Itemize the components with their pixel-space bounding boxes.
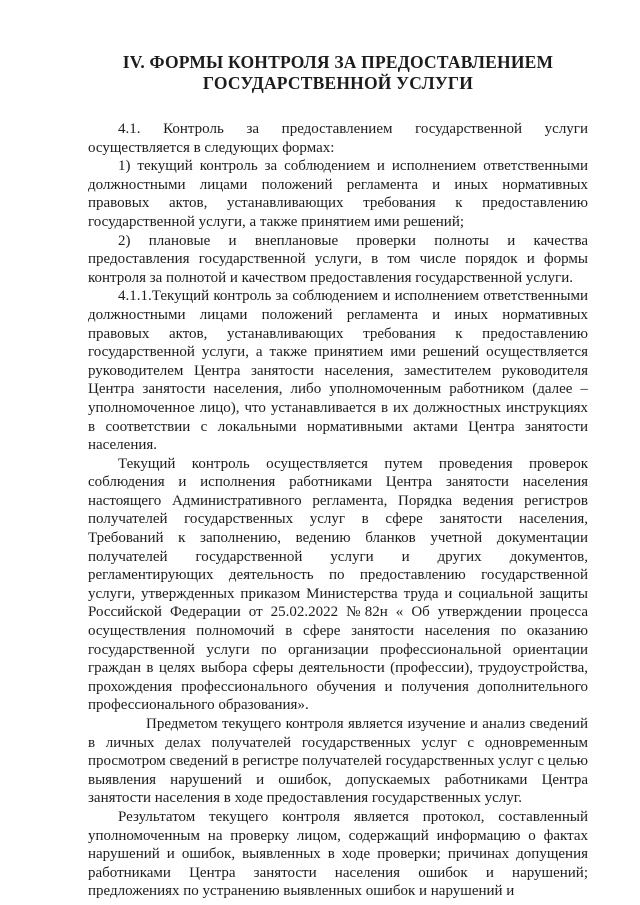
paragraph-4-1-1: 4.1.1.Текущий контроль за соблюдением и исполнением ответственными должностными лицами положений регламента и иных нормативных правовых актов, устанавливающих требования к предоставлению государственной услуги, а также принятием ими решений осуществляется руководителем Центра занятости населения, заместителем руководителя Центра занятости населения, либо уполномоченным работником (далее – уполномоченное лицо), что устанавливается в их должностных инструкциях в соответствии с локальными нормативными актами Центра занятости населения. [88,288,588,454]
paragraph-item-1: 1) текущий контроль за соблюдением и исполнением ответственными должностными лицами положений регламента и иных нормативных правовых актов, устанавливающих требования к предоставлению государственной услуги, а также принятием ими решений; [88,158,588,230]
document-body [88,120,588,901]
section-title [88,52,588,94]
paragraph-control-result: Результатом текущего контроля является протокол, составленный уполномоченным на проверку лицом, содержащий информацию о фактах нарушений и ошибок, выявленных в ходе проверки; причинах допущения работниками Центра занятости населения ошибок и нарушений; предложениях по устранению выявленных ошибок и нарушений и [88,808,588,900]
title-line-2: ГОСУДАРСТВЕННОЙ УСЛУГИ [202,73,474,93]
paragraph-current-control: Текущий контроль осуществляется путем проведения проверок соблюдения и исполнения работниками Центра занятости населения настоящего Административного регламента, Порядка ведения регистров получателей государственных услуг в сфере занятости населения, Требований к заполнению, ведению бланков учетной документации получателей государственной услуги и других документов, регламентирующих деятельность по предоставлению государственной услуги, утвержденных приказом Министерства труда и социальной защиты Российской Федерации от 25.02.2022 №82н « Об утверждении процесса осуществления полномочий в сфере занятости населения по оказанию государственной услуги по организации профессиональной ориентации граждан в целях выбора сферы деятельности (профессии), трудоустройства, прохождения профессионального обучения и получения дополнительного профессионального образования». [88,455,588,714]
paragraph-4-1: 4.1. Контроль за предоставлением государственной услуги осуществляется в следующих формах: [88,121,588,156]
paragraph-item-2: 2) плановые и внеплановые проверки полноты и качества предоставления государственной услуги, в том числе порядок и формы контроля за полнотой и качеством предоставления государственной услуги. [88,232,588,286]
paragraph-control-subject: Предметом текущего контроля является изучение и анализ сведений в личных делах получателей государственных услуг с одновременным просмотром сведений в регистре получателей государственных услуг с целью выявления нарушений и ошибок, допускаемых работниками Центра занятости населения в ходе предоставления государственных услуг. [88,716,588,807]
title-line-1: IV. ФОРМЫ КОНТРОЛЯ ЗА ПРЕДОСТАВЛЕНИЕМ [122,52,554,72]
